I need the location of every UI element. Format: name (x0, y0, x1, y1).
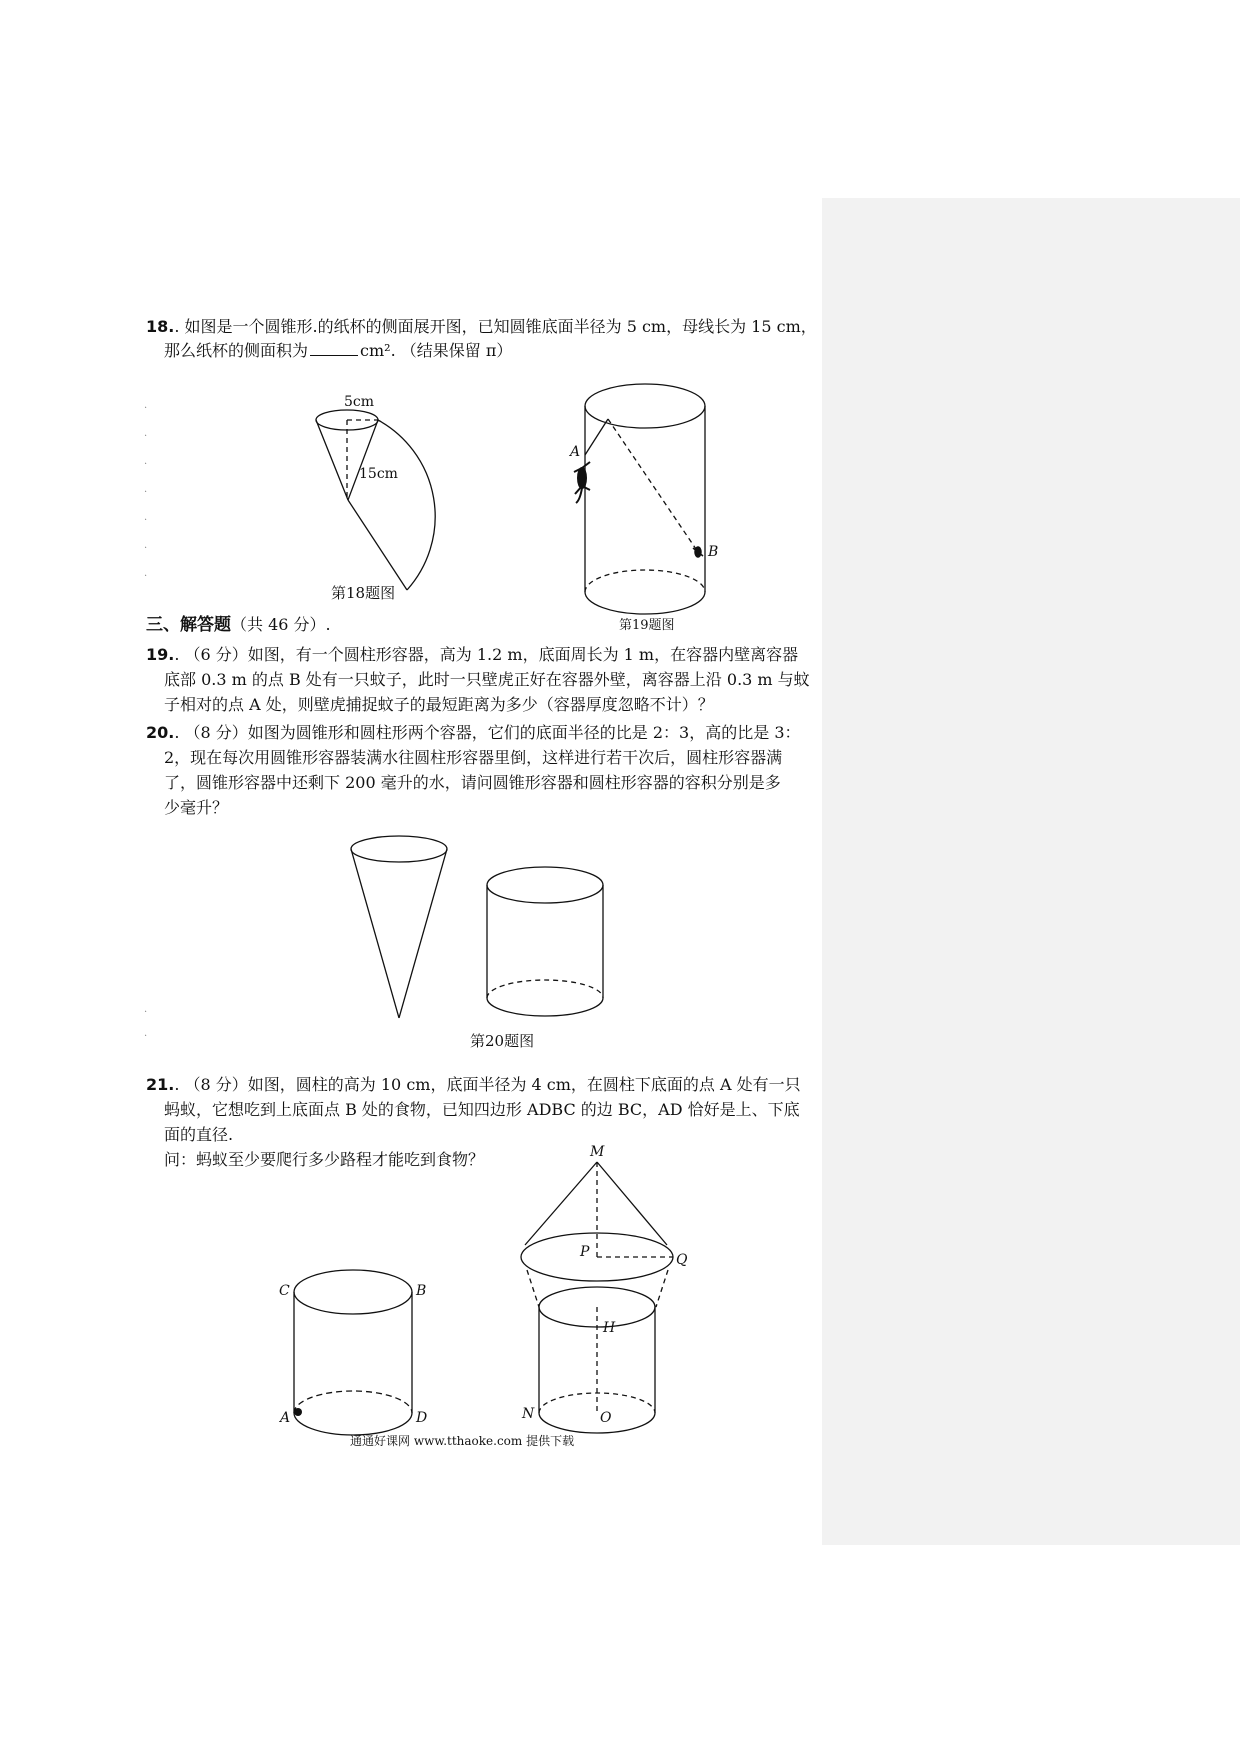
margin-dot: . (144, 456, 148, 467)
margin-dot: . (144, 568, 148, 579)
fig21-label-n: N (522, 1406, 535, 1422)
fig20-cylinder-bottom-back (487, 980, 603, 998)
q18-text-line2b: cm². （结果保留 π） (360, 341, 513, 360)
fig20-caption: 第20题图 (470, 1032, 535, 1050)
fig21-cone-cylinder (521, 1162, 673, 1433)
q21-text-line1: . （8 分）如图，圆柱的高为 10 cm，底面半径为 4 cm，在圆柱下底面的点 A 处有一只 (174, 1075, 801, 1094)
margin-dot: . (144, 428, 148, 439)
q21-line3: 面的直径. (164, 1125, 234, 1144)
fig19-label-b: B (708, 544, 719, 560)
mosquito-icon (693, 547, 703, 557)
fig21-proj-left (527, 1270, 539, 1307)
fig18-cone-net (316, 410, 435, 590)
fig20-cone-left (351, 849, 399, 1018)
fig21-label-d: D (416, 1410, 428, 1426)
fig19-top-ellipse (585, 384, 705, 428)
q20-text-line1: . （8 分）如图为圆锥形和圆柱形两个容器，它们的底面半径的比是 2：3，高的比是 3： (174, 723, 801, 742)
fig18-radius-label: 5cm (344, 394, 375, 410)
fig20-cylinder-top (487, 867, 603, 903)
fig21-cylinder-left (294, 1270, 412, 1435)
fig21-label-a: A (280, 1410, 291, 1426)
fig21-cyl-bottom-front (539, 1413, 655, 1433)
fig20-cone-right (399, 849, 447, 1018)
watermark-text: 通通好课网 www.tthaoke.com 提供下载 (350, 1434, 575, 1448)
q20-line4: 少毫升？ (164, 798, 229, 817)
q21-line2: 蚂蚁，它想吃到上底面点 B 处的食物，已知四边形 ADBC 的边 BC，AD 恰好是上、下底 (164, 1100, 800, 1119)
margin-dot: . (144, 540, 148, 551)
fig19-path-outer (585, 419, 608, 455)
q19-text-line1: . （6 分）如图，有一个圆柱形容器，高为 1.2 m，底面周长为 1 m，在容器内壁离容器 (174, 645, 799, 664)
fig21-label-o: O (600, 1410, 612, 1426)
section-score: （共 46 分）. (231, 615, 331, 634)
q21-number: 21. (146, 1075, 175, 1094)
fig21-label-m: M (590, 1144, 605, 1160)
fig21-label-p: P (580, 1244, 590, 1260)
margin-dot: . (144, 400, 148, 411)
section-header (146, 614, 331, 636)
fig18-sector-arc (378, 420, 435, 590)
fig20-shapes (351, 836, 603, 1018)
q19-line2: 底部 0.3 m 的点 B 处有一只蚊子，此时一只壁虎正好在容器外壁，离容器上沿 0.3 m 与蚊 (164, 670, 810, 689)
q20-line1 (146, 722, 801, 744)
fig21-cone-left (525, 1162, 597, 1245)
fig21-left-top (294, 1270, 412, 1314)
margin-dot: . (144, 484, 148, 495)
fig18-slant-label: 15cm (359, 466, 398, 482)
fig21-label-q: Q (676, 1252, 688, 1268)
section-title: 三、解答题 (146, 615, 231, 635)
point-a-dot (294, 1408, 302, 1416)
fig20-cone-top (351, 836, 447, 862)
fig18-sector-edge (348, 500, 407, 590)
fig18-cone-left-edge (316, 420, 348, 500)
fig21-bottom-back (294, 1391, 412, 1413)
fig21-label-h: H (603, 1320, 616, 1336)
fig19-bottom-front-arc (585, 592, 705, 614)
q20-line3: 了，圆锥形容器中还剩下 200 毫升的水，请问圆锥形容器和圆柱形容器的容积分别是多 (164, 773, 781, 792)
fig21-label-b: B (416, 1283, 427, 1299)
fig19-cylinder (585, 384, 705, 614)
fig19-label-a: A (570, 444, 581, 460)
fig21-proj-right (656, 1270, 668, 1307)
q19-line3: 子相对的点 A 处，则壁虎捕捉蚊子的最短距离为多少（容器厚度忽略不计）？ (164, 695, 714, 714)
margin-dot: . (144, 1004, 148, 1015)
fig18-cone-right-edge (348, 420, 378, 500)
fig21-label-c: C (279, 1283, 290, 1299)
q18-text-line1: . 如图是一个圆锥形.的纸杯的侧面展开图，已知圆锥底面半径为 5 cm，母线长为 15 cm， (174, 317, 817, 336)
fig18-caption: 第18题图 (331, 584, 396, 602)
q18-text-line2a: 那么纸杯的侧面积为 (164, 341, 309, 360)
q20-number: 20. (146, 723, 175, 742)
q21-line1 (146, 1074, 801, 1096)
q18-number: 18. (146, 317, 175, 336)
q20-line2: 2，现在每次用圆锥形容器装满水往圆柱形容器里倒，这样进行若干次后，圆柱形容器满 (164, 748, 783, 767)
q19-number: 19. (146, 645, 175, 664)
fig19-path-inner (608, 419, 698, 552)
q21-line4: 问：蚂蚁至少要爬行多少路程才能吃到食物？ (164, 1150, 485, 1169)
margin-dot: . (144, 512, 148, 523)
margin-dot: . (144, 1028, 148, 1039)
fig19-caption: 第19题图 (619, 618, 675, 633)
fig20-cylinder-bottom-front (487, 998, 603, 1016)
fig21-cone-right (597, 1162, 667, 1245)
fig19-bottom-back-arc (585, 570, 705, 592)
gecko-icon (574, 462, 590, 503)
q19-line1 (146, 644, 798, 666)
